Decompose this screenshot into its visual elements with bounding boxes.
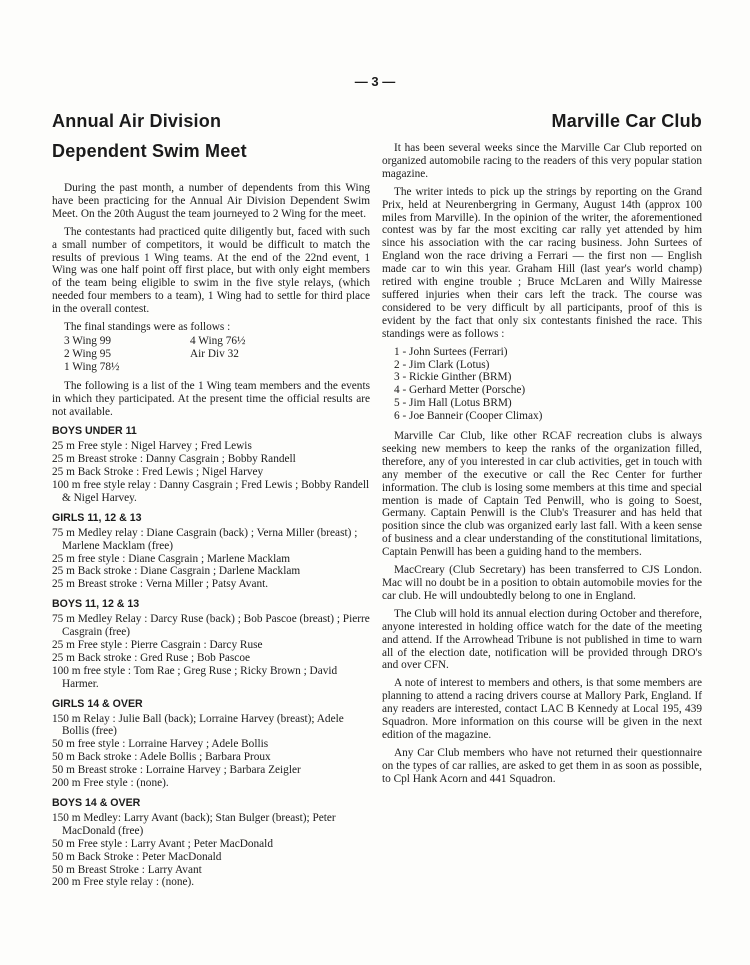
car-club-column (382, 106, 702, 791)
car-club-paragraph: It has been several weeks since the Marville Car Club reported on organized automobile racing to the readers of this very popular station magazine. (382, 142, 702, 180)
event-list (52, 713, 370, 790)
car-club-paragraph: A note of interest to members and others, is that some members are planning to attend a racing drivers course at Mallory Park, England. If any readers are interested, contact LAC B Kennedy at Local 195, 439 Squadron. More information on this course will be given in the next edition of the magazine. (382, 677, 702, 741)
swim-meet-title-line2: Dependent Swim Meet (52, 141, 247, 161)
race-result: 2 - Jim Clark (Lotus) (394, 358, 490, 371)
event-list (52, 613, 370, 690)
standing-entry: 3 Wing 99 (64, 334, 112, 347)
event-line: 25 m Breast stroke : Verna Miller ; Patsy Avant. (52, 578, 269, 591)
race-result: 5 - Jim Hall (Lotus BRM) (394, 397, 512, 410)
event-line: 25 m Free style : Pierre Casgrain : Darcy Ruse (52, 639, 263, 651)
car-club-paragraph: The writer inteds to pick up the strings by reporting on the Grand Prix, held at Neurenbergring in Germany, August 14th (approx 100 miles from Marville). In the opinion of the writer, the aforementioned contest was by far the most exciting car rally yet attended by him since his association with the car racing business. John Surtees of England won the race driving a Ferrari — the first non — English made car to win this year. Graham Hill (last year's world champ) retired with engine trouble ; Bruce McLaren and Willy Mairesse suffered injuries when their cars left the track. The course was considered to be very difficult by all participants, proof of this is evident by the fact that only six contestants finished the race. This standings were as follows : (382, 185, 702, 340)
section-heading: GIRLS 14 & OVER (52, 697, 143, 710)
swim-paragraph: During the past month, a number of dependents from this Wing have been practicing for the Annual Air Division Dependent Swim Meet. On the 20th August the team journeyed to 2 Wing for the meet. (52, 182, 370, 220)
event-line: 25 m free style : Diane Casgrain ; Marlene Macklam (52, 552, 291, 565)
car-club-title: Marville Car Club (551, 111, 702, 131)
event-line: 25 m Back Stroke : Fred Lewis ; Nigel Harvey (52, 466, 264, 479)
section-heading: BOYS UNDER 11 (52, 425, 137, 438)
standing-entry: 2 Wing 95 (64, 347, 112, 360)
event-line: 200 m Free style relay : (none). (52, 876, 195, 889)
standings-table (64, 335, 370, 374)
car-club-paragraph: Any Car Club members who have not returned their questionnaire on the types of car rallies, are asked to get them in as soon as possible, to Cpl Hank Acorn and 441 Squadron. (382, 746, 702, 785)
event-line: 50 m Breast stroke : Lorraine Harvey ; Barbara Zeigler (52, 764, 301, 777)
car-club-paragraph: MacCreary (Club Secretary) has been transferred to CJS London. Mac will no doubt be in a position to obtain automobile movies for the car club. He will undoubtedly belong to one in England. (382, 564, 702, 602)
race-result: 6 - Joe Banneir (Cooper Climax) (394, 410, 543, 423)
car-club-paragraph: Marville Car Club, like other RCAF recreation clubs is always seeking new members to keep the ranks of the organization filled, therefore, any of you interested in car club activities, get in touch with any member of the executive or call the Rec Center for further information. The club is losing some members at this time and special mention is made of Captain Ted Penwill, who is going to Soest, Germany. Captain Penwill is the Club's Treasurer and has held that position since the club was organized early last fall. With a keen sense of business and a clear understanding of the constitutional limitations, Captain Penwill has been a guiding hand to the members. (382, 430, 702, 559)
swim-meet-column (52, 106, 370, 895)
standing-entry: 1 Wing 78½ (64, 360, 120, 373)
event-line: 50 m Breast Stroke : Larry Avant (52, 863, 202, 876)
section-heading: GIRLS 11, 12 & 13 (52, 511, 142, 524)
event-list (52, 527, 370, 592)
event-line: 25 m Back stroke : Gred Ruse ; Bob Pascoe (52, 651, 250, 664)
event-line: 25 m Free style : Nigel Harvey ; Fred Lewis (52, 440, 252, 453)
section-heading: BOYS 14 & OVER (52, 796, 141, 809)
event-line: 75 m Medley relay : Diane Casgrain (back) ; Verna Miller (breast) ; Marlene Macklam (free) (52, 526, 358, 552)
event-line: 50 m Back stroke : Adele Bollis ; Barbara Proux (52, 751, 271, 764)
event-line: 100 m free style relay : Danny Casgrain ; Fred Lewis ; Bobby Randell & Nigel Harvey. (52, 479, 370, 504)
swim-meet-title-line1: Annual Air Division (52, 111, 222, 131)
event-line: 50 m free style : Lorraine Harvey ; Adele Bollis (52, 738, 269, 751)
event-line: 100 m free style : Tom Rae ; Greg Ruse ; Ricky Brown ; David Harmer. (52, 664, 338, 690)
section-heading: BOYS 11, 12 & 13 (52, 598, 140, 611)
car-club-paragraph: The Club will hold its annual election during October and therefore, anyone interested in holding office watch for the date of the meeting and attend. If the Arrowhead Tribune is not published in time to warn all of the election date, notification will be provided through DRO's and over CFN. (382, 607, 702, 672)
event-line: 50 m Back Stroke : Peter MacDonald (52, 850, 222, 863)
swim-paragraph: The contestants had practiced quite diligently but, faced with such a small number of competitors, it would be difficult to match the results of previous 1 Wing teams. At the end of the 22nd event, 1 Wing was one half point off first place, but with only eight members of the team being eligible to swim in the five style relays, (which needed four members to a team), 1 Wing had to settle for third place in the overall contest. (52, 225, 370, 316)
race-result: 1 - John Surtees (Ferrari) (394, 345, 508, 358)
event-line: 200 m Free style : (none). (52, 777, 169, 790)
event-line: 75 m Medley Relay : Darcy Ruse (back) ; Bob Pascoe (breast) ; Pierre Casgrain (free) (52, 613, 370, 639)
race-results (394, 346, 702, 423)
swim-paragraph: The following is a list of the 1 Wing team members and the events in which they participated. At the present time the official results are not available. (52, 379, 370, 418)
page-number: — 3 — (354, 74, 396, 89)
race-result: 3 - Rickie Ginther (BRM) (394, 371, 512, 384)
event-line: 150 m Medley: Larry Avant (back); Stan Bulger (breast); Peter MacDonald (free) (52, 811, 336, 837)
event-line: 50 m Free style : Larry Avant ; Peter MacDonald (52, 837, 273, 850)
event-line: 25 m Back stroke : Diane Casgrain ; Darlene Macklam (52, 565, 301, 578)
event-line: 150 m Relay : Julie Ball (back); Lorraine Harvey (breast); Adele Bollis (free) (52, 712, 344, 738)
standing-entry (190, 361, 350, 374)
event-line: 25 m Breast stroke : Danny Casgrain ; Bobby Randell (52, 453, 296, 466)
race-result: 4 - Gerhard Metter (Porsche) (394, 384, 526, 397)
standing-entry: 4 Wing 76½ (190, 334, 246, 347)
standing-entry: Air Div 32 (190, 347, 239, 360)
event-list (52, 812, 370, 889)
event-list (52, 440, 370, 505)
swim-paragraph: The final standings were as follows : (64, 321, 231, 334)
